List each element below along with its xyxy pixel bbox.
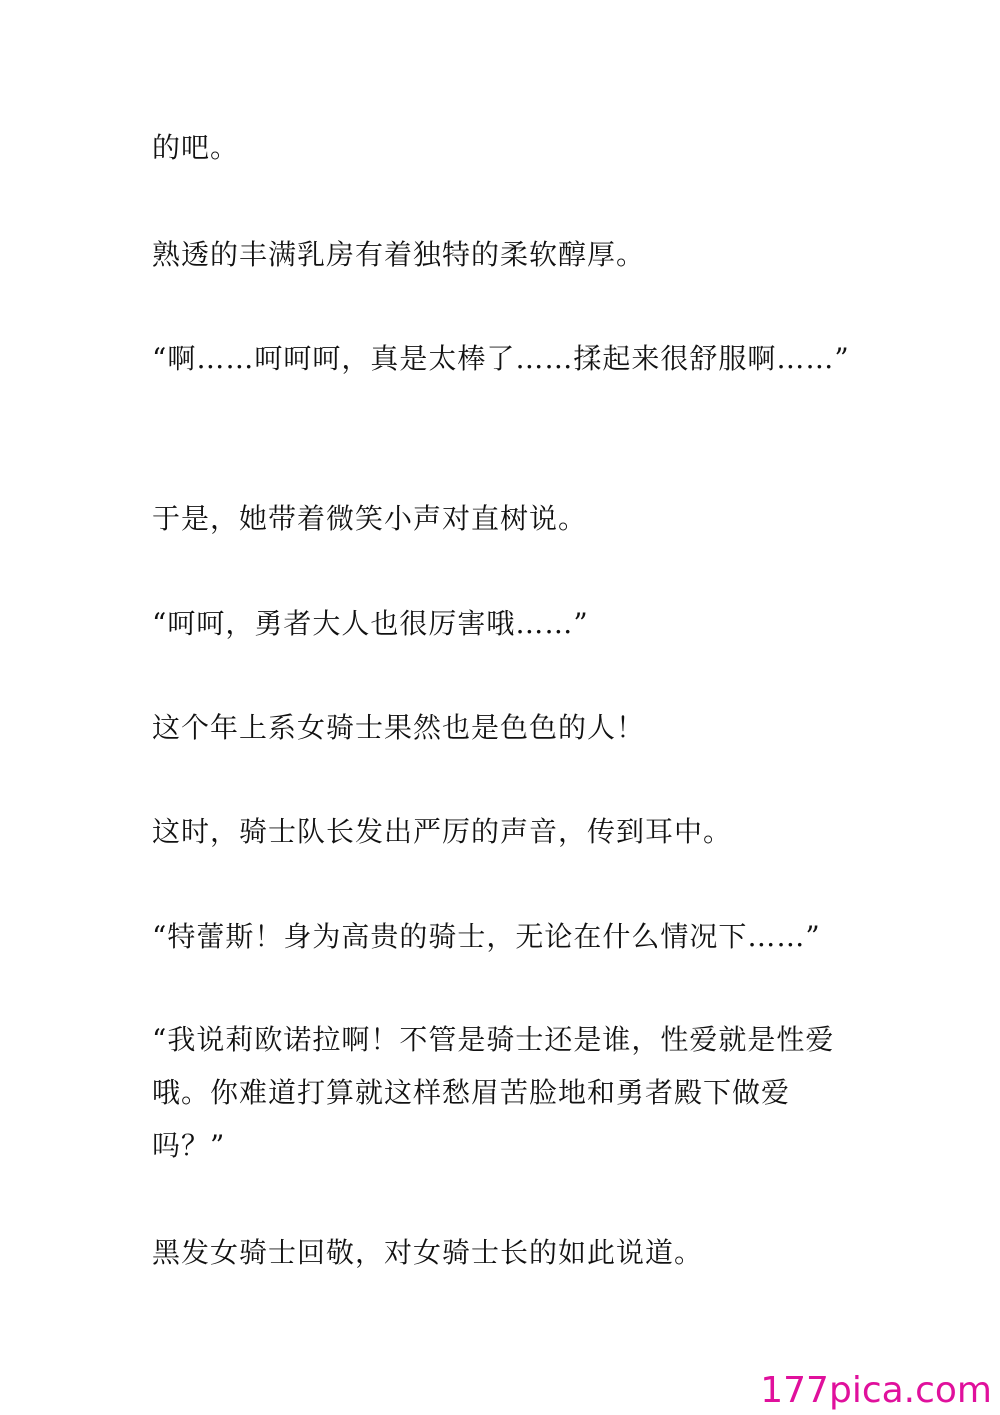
watermark: 177pica.com [760, 1370, 992, 1411]
paragraph: 这时，骑士队长发出严厉的声音，传到耳中。 [152, 815, 733, 848]
paragraph: 的吧。 [152, 131, 240, 164]
paragraph: “啊……呵呵呵，真是太棒了……揉起来很舒服啊……” [152, 342, 850, 375]
paragraph: 黑发女骑士回敬，对女骑士长的如此说道。 [152, 1236, 704, 1269]
paragraph: 于是，她带着微笑小声对直树说。 [152, 502, 588, 535]
paragraph: “特蕾斯！身为高贵的骑士，无论在什么情况下……” [152, 920, 821, 953]
paragraph: “我说莉欧诺拉啊！不管是骑士还是谁，性爱就是性爱哦。你难道打算就这样愁眉苦脸地和勇者殿下做爱吗？” [152, 1023, 835, 1162]
paragraph: 这个年上系女骑士果然也是色色的人！ [152, 711, 646, 744]
paragraph: 熟透的丰满乳房有着独特的柔软醇厚。 [152, 238, 646, 271]
paragraph: “呵呵，勇者大人也很厉害哦……” [152, 607, 589, 640]
